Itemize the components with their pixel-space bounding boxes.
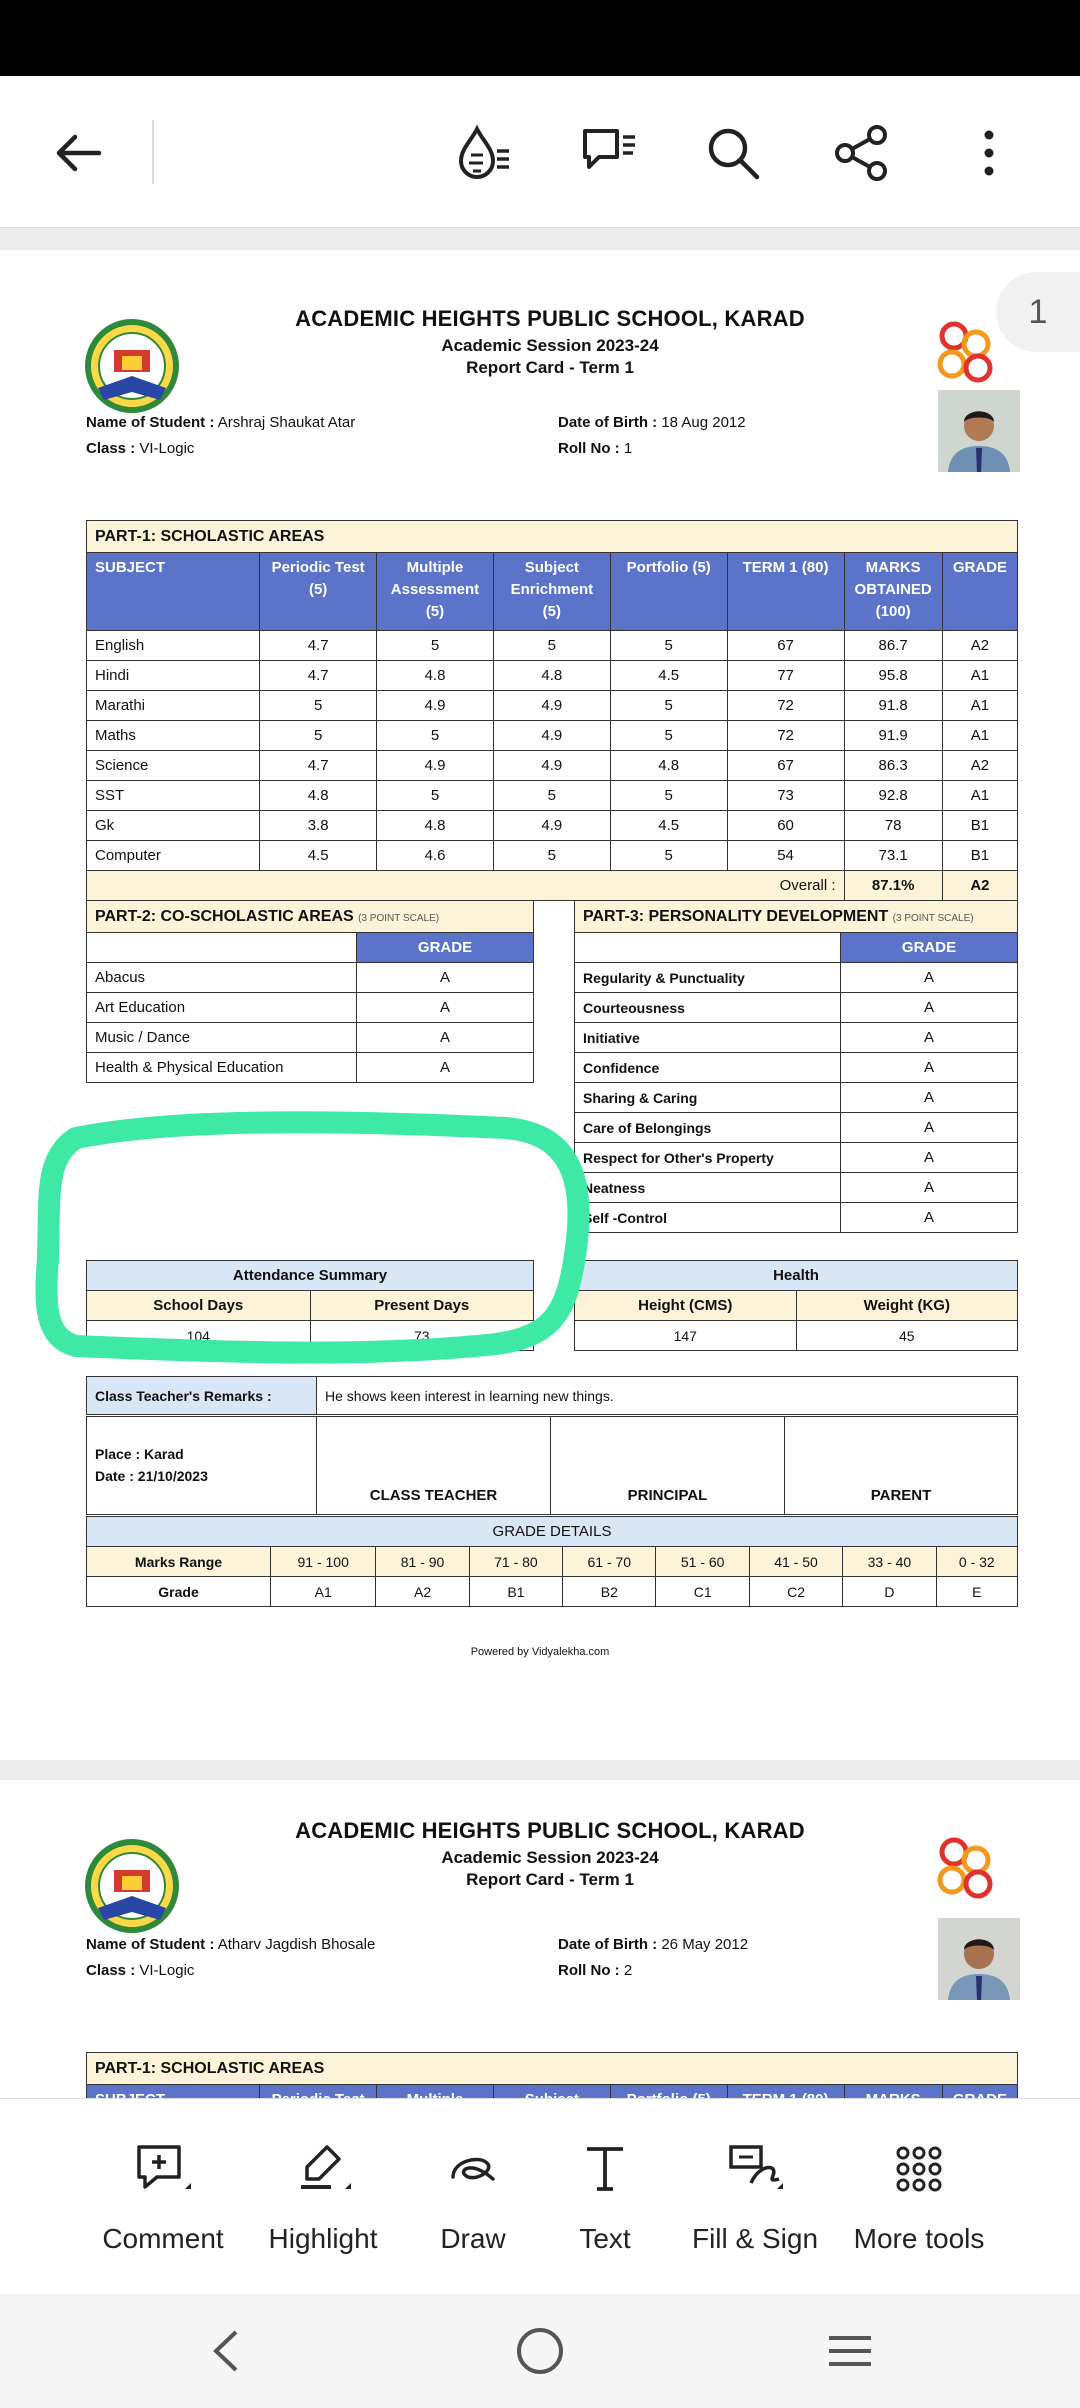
- vidyalekha-logo-2: [930, 1830, 1002, 1902]
- more-tools-label: More tools: [853, 2223, 985, 2254]
- system-nav-bar: [0, 2294, 1080, 2408]
- student-info-right-2: [558, 1932, 748, 1984]
- student-roll: 1: [623, 440, 633, 457]
- grid-dots-icon: [889, 2139, 949, 2199]
- subject-cell: 5: [377, 781, 494, 811]
- home-circle-icon: [513, 2324, 567, 2378]
- student-info-right: [558, 410, 746, 462]
- personality-scale: (3 POINT SCALE): [892, 912, 974, 924]
- marks-range: 33 - 40: [843, 1547, 936, 1577]
- search-icon: [703, 123, 763, 183]
- school-name-2: ACADEMIC HEIGHTS PUBLIC SCHOOL, KARAD: [295, 1818, 805, 1843]
- report-term-2: Report Card - Term 1: [466, 1870, 634, 1889]
- scholastic-title: PART-1: SCHOLASTIC AREAS: [87, 521, 1018, 553]
- report-header: [200, 306, 900, 378]
- co-grade-header: GRADE: [357, 933, 534, 963]
- subject-cell: 5: [610, 781, 727, 811]
- subject-name: English: [87, 631, 260, 661]
- report-header-2: [200, 1818, 900, 1890]
- subject-cell: 95.8: [844, 661, 942, 691]
- marks-range: 51 - 60: [656, 1547, 749, 1577]
- grade-item-row: [87, 1053, 534, 1083]
- grade-item-row: [575, 1053, 1018, 1083]
- grade-item-row: [575, 1203, 1018, 1233]
- subject-row: [87, 781, 1018, 811]
- personality-trait: Confidence: [575, 1053, 841, 1083]
- grade-letter: C2: [749, 1577, 842, 1607]
- marks-range-label: Marks Range: [87, 1547, 271, 1577]
- grade-label: Grade: [87, 1577, 271, 1607]
- pdf-viewer[interactable]: [0, 228, 1080, 2098]
- grade-row: [87, 1577, 1018, 1607]
- subject-cell: A1: [942, 661, 1017, 691]
- draw-tool-label: Draw: [440, 2223, 506, 2254]
- col-subject: SUBJECT: [87, 553, 260, 631]
- pdf-page-1: [0, 250, 1080, 1760]
- subject-cell: 5: [610, 631, 727, 661]
- student-photo-2: [938, 1918, 1020, 2000]
- grade-item-row: [87, 1023, 534, 1053]
- scholastic-title-2: PART-1: SCHOLASTIC AREAS: [87, 2053, 1018, 2085]
- student-avatar-icon: [938, 390, 1020, 472]
- co-scholastic-area: Abacus: [87, 963, 357, 993]
- subject-name: Gk: [87, 811, 260, 841]
- subject-name: Marathi: [87, 691, 260, 721]
- marks-range: 0 - 32: [936, 1547, 1017, 1577]
- sign-principal: PRINCIPAL: [551, 1417, 785, 1515]
- subject-cell: 4.9: [493, 691, 610, 721]
- comments-list-button[interactable]: [574, 118, 644, 188]
- student-name: Arshraj Shaukat Atar: [217, 414, 356, 431]
- vidyalekha-logo: [930, 314, 1002, 386]
- remarks-label: Class Teacher's Remarks :: [87, 1377, 317, 1415]
- grade-letter: E: [936, 1577, 1017, 1607]
- grade-value: A: [357, 993, 534, 1023]
- subject-cell: 86.7: [844, 631, 942, 661]
- student-name-2: Atharv Jagdish Bhosale: [217, 1936, 376, 1953]
- subject-cell: 4.5: [610, 661, 727, 691]
- grade-value: A: [841, 1053, 1018, 1083]
- subject-cell: A1: [942, 691, 1017, 721]
- subject-cell: 60: [727, 811, 844, 841]
- col-multiple-assessment: Multiple Assessment (5): [377, 553, 494, 631]
- scholastic-header-row: [87, 553, 1018, 631]
- grade-details-table: [86, 1516, 1018, 1607]
- subject-cell: A2: [942, 751, 1017, 781]
- personality-trait: Regularity & Punctuality: [575, 963, 841, 993]
- subject-cell: A1: [942, 721, 1017, 751]
- grade-item-row: [575, 1083, 1018, 1113]
- weight-label: Weight (KG): [796, 1291, 1018, 1321]
- date: Date : 21/10/2023: [95, 1468, 208, 1484]
- subject-row: [87, 811, 1018, 841]
- grade-value: A: [841, 1203, 1018, 1233]
- grade-value: A: [357, 1023, 534, 1053]
- subject-cell: 67: [727, 631, 844, 661]
- personality-trait: Care of Belongings: [575, 1113, 841, 1143]
- marks-range-row: [87, 1547, 1018, 1577]
- co-scholastic-scale: (3 POINT SCALE): [358, 912, 440, 924]
- subject-cell: 67: [727, 751, 844, 781]
- status-bar: [0, 0, 1080, 76]
- co-scholastic-area: Health & Physical Education: [87, 1053, 357, 1083]
- subject-name: Computer: [87, 841, 260, 871]
- flower-logo-icon: [930, 1830, 1002, 1902]
- subject-cell: 86.3: [844, 751, 942, 781]
- grade-item-row: [575, 1143, 1018, 1173]
- grade-details-title: GRADE DETAILS: [87, 1517, 1018, 1547]
- subject-cell: 4.8: [493, 661, 610, 691]
- grade-letter: B2: [563, 1577, 656, 1607]
- subject-cell: 5: [260, 721, 377, 751]
- col-periodic-test: Periodic Test (5): [260, 553, 377, 631]
- pd-grade-header: GRADE: [841, 933, 1018, 963]
- subject-name: Maths: [87, 721, 260, 751]
- attendance-title: Attendance Summary: [87, 1261, 534, 1291]
- grade-letter: C1: [656, 1577, 749, 1607]
- school-crest-icon: [84, 1838, 180, 1934]
- overall-label: Overall :: [87, 871, 845, 901]
- grade-value: A: [841, 1173, 1018, 1203]
- personality-trait: Neatness: [575, 1173, 841, 1203]
- co-scholastic-table: [86, 900, 534, 1083]
- grade-item-row: [87, 963, 534, 993]
- subject-cell: 4.9: [377, 691, 494, 721]
- present-days-value: 73: [310, 1321, 534, 1351]
- student-roll-2: 2: [623, 1962, 633, 1979]
- nav-recents-button[interactable]: [810, 2316, 890, 2386]
- personality-trait: Respect for Other's Property: [575, 1143, 841, 1173]
- text-tool[interactable]: [520, 2139, 690, 2269]
- subject-row: [87, 841, 1018, 871]
- class-label: Class :: [86, 440, 136, 457]
- subject-row: [87, 691, 1018, 721]
- subject-name: SST: [87, 781, 260, 811]
- marks-range: 71 - 80: [469, 1547, 562, 1577]
- subject-cell: 4.6: [377, 841, 494, 871]
- student-dob-2: 26 May 2012: [661, 1936, 749, 1953]
- roll-label: Roll No :: [558, 440, 620, 457]
- subject-row: [87, 721, 1018, 751]
- subject-cell: 4.8: [610, 751, 727, 781]
- school-logo: [84, 318, 180, 414]
- co-scholastic-area: Art Education: [87, 993, 357, 1023]
- overflow-menu-button[interactable]: [954, 118, 1024, 188]
- scholastic-table: [86, 520, 1018, 901]
- subject-cell: B1: [942, 811, 1017, 841]
- share-icon: [831, 123, 891, 183]
- text-tool-label: Text: [579, 2223, 631, 2254]
- tools-bar: [0, 2098, 1080, 2294]
- subject-cell: 77: [727, 661, 844, 691]
- subject-cell: 4.9: [493, 751, 610, 781]
- subject-cell: 54: [727, 841, 844, 871]
- subject-row: [87, 631, 1018, 661]
- personality-trait: Courteousness: [575, 993, 841, 1023]
- student-info-left: [86, 410, 355, 462]
- marks-range: 91 - 100: [271, 1547, 376, 1577]
- marks-range: 81 - 90: [376, 1547, 469, 1577]
- student-dob: 18 Aug 2012: [661, 414, 746, 431]
- subject-cell: 72: [727, 691, 844, 721]
- grade-value: A: [841, 1143, 1018, 1173]
- school-days-value: 104: [87, 1321, 311, 1351]
- personality-trait: Initiative: [575, 1023, 841, 1053]
- subject-cell: 5: [610, 721, 727, 751]
- subject-cell: 3.8: [260, 811, 377, 841]
- report-term: Report Card - Term 1: [466, 358, 634, 377]
- subject-cell: 78: [844, 811, 942, 841]
- subject-cell: 91.9: [844, 721, 942, 751]
- subject-cell: 4.9: [377, 751, 494, 781]
- subject-cell: 92.8: [844, 781, 942, 811]
- comment-tool-label: Comment: [102, 2223, 224, 2254]
- subject-cell: 4.8: [260, 781, 377, 811]
- subject-cell: 4.5: [610, 811, 727, 841]
- grade-letter: D: [843, 1577, 936, 1607]
- name-label: Name of Student :: [86, 414, 215, 431]
- col-portfolio: Portfolio (5): [610, 553, 727, 631]
- search-button[interactable]: [698, 118, 768, 188]
- comment-add-icon: [133, 2139, 193, 2199]
- grade-value: A: [357, 1053, 534, 1083]
- place: Place : Karad: [95, 1446, 184, 1462]
- subject-cell: 4.9: [493, 721, 610, 751]
- text-icon: [575, 2139, 635, 2199]
- flower-logo-icon: [930, 314, 1002, 386]
- dob-label-2: Date of Birth :: [558, 1936, 658, 1953]
- arrow-left-icon: [49, 125, 105, 181]
- liquid-mode-icon: [453, 123, 513, 183]
- subject-cell: 5: [493, 781, 610, 811]
- subject-cell: B1: [942, 841, 1017, 871]
- grade-letter: A2: [376, 1577, 469, 1607]
- recents-icon: [823, 2324, 877, 2378]
- roll-label-2: Roll No :: [558, 1962, 620, 1979]
- subject-name: Science: [87, 751, 260, 781]
- present-days-label: Present Days: [310, 1291, 534, 1321]
- grade-value: A: [841, 993, 1018, 1023]
- sign-parent: PARENT: [785, 1417, 1018, 1515]
- grade-item-row: [575, 1113, 1018, 1143]
- grade-value: A: [841, 1113, 1018, 1143]
- student-class-2: VI-Logic: [139, 1962, 195, 1979]
- grade-item-row: [87, 993, 534, 1023]
- subject-cell: 91.8: [844, 691, 942, 721]
- co-scholastic-title: [87, 901, 534, 933]
- subject-cell: 5: [493, 841, 610, 871]
- page-number-badge: 1: [996, 272, 1080, 352]
- grade-item-row: [575, 1023, 1018, 1053]
- remarks-table: [86, 1376, 1018, 1415]
- share-button[interactable]: [826, 118, 896, 188]
- grade-item-row: [575, 1173, 1018, 1203]
- comment-tool[interactable]: [78, 2139, 248, 2269]
- subject-cell: 73: [727, 781, 844, 811]
- remarks-text: He shows keen interest in learning new things.: [317, 1377, 1018, 1415]
- student-photo: [938, 390, 1020, 472]
- subject-cell: A2: [942, 631, 1017, 661]
- personality-trait: Sharing & Caring: [575, 1083, 841, 1113]
- subject-cell: 5: [260, 691, 377, 721]
- place-date: [87, 1417, 317, 1515]
- subject-cell: 4.7: [260, 661, 377, 691]
- liquid-mode-button[interactable]: [448, 118, 518, 188]
- grade-letter: B1: [469, 1577, 562, 1607]
- fill-sign-tool[interactable]: [670, 2139, 840, 2269]
- col-grade: GRADE: [942, 553, 1017, 631]
- col-subject-enrichment: Subject Enrichment (5): [493, 553, 610, 631]
- school-name: ACADEMIC HEIGHTS PUBLIC SCHOOL, KARAD: [295, 306, 805, 331]
- health-title: Health: [575, 1261, 1018, 1291]
- subject-cell: 5: [377, 631, 494, 661]
- student-avatar-icon: [938, 1918, 1020, 2000]
- grade-value: A: [841, 963, 1018, 993]
- subject-row: [87, 661, 1018, 691]
- personality-trait: Self -Control: [575, 1203, 841, 1233]
- signature-table: [86, 1416, 1018, 1515]
- nav-home-button[interactable]: [500, 2316, 580, 2386]
- fill-sign-icon: [725, 2139, 785, 2199]
- school-crest-icon: [84, 318, 180, 414]
- highlight-tool-label: Highlight: [268, 2223, 378, 2254]
- co-scholastic-title-text: PART-2: CO-SCHOLASTIC AREAS: [95, 907, 354, 925]
- height-value: 147: [575, 1321, 797, 1351]
- grade-item-row: [575, 963, 1018, 993]
- highlight-tool[interactable]: [238, 2139, 408, 2269]
- powered-by: Powered by Vidyalekha.com: [470, 1646, 610, 1658]
- attendance-table: [86, 1260, 534, 1351]
- marks-range: 41 - 50: [749, 1547, 842, 1577]
- personality-table: [574, 900, 1018, 1233]
- co-scholastic-area: Music / Dance: [87, 1023, 357, 1053]
- subject-cell: 72: [727, 721, 844, 751]
- subject-cell: A1: [942, 781, 1017, 811]
- col-marks-obtained: MARKS OBTAINED (100): [844, 553, 942, 631]
- personality-title-text: PART-3: PERSONALITY DEVELOPMENT: [583, 907, 889, 925]
- subject-cell: 5: [493, 631, 610, 661]
- academic-session-2: Academic Session 2023-24: [441, 1848, 659, 1867]
- nav-back-button[interactable]: [186, 2316, 266, 2386]
- subject-cell: 73.1: [844, 841, 942, 871]
- overall-row: [87, 871, 1018, 901]
- pd-blank-header: [575, 933, 841, 963]
- grade-letter: A1: [271, 1577, 376, 1607]
- subject-row: [87, 751, 1018, 781]
- subject-cell: 5: [377, 721, 494, 751]
- subject-name: Hindi: [87, 661, 260, 691]
- sign-class-teacher: CLASS TEACHER: [317, 1417, 551, 1515]
- overall-marks: 87.1%: [844, 871, 942, 901]
- grade-value: A: [841, 1083, 1018, 1113]
- subject-cell: 4.5: [260, 841, 377, 871]
- co-blank-header: [87, 933, 357, 963]
- student-info-left-2: [86, 1932, 375, 1984]
- chevron-left-icon: [206, 2326, 246, 2376]
- height-label: Height (CMS): [575, 1291, 797, 1321]
- app-top-bar: [0, 76, 1080, 228]
- subject-cell: 4.7: [260, 631, 377, 661]
- highlighter-icon: [293, 2139, 353, 2199]
- overall-grade: A2: [942, 871, 1017, 901]
- school-logo-2: [84, 1838, 180, 1934]
- subject-cell: 4.8: [377, 661, 494, 691]
- class-label-2: Class :: [86, 1962, 136, 1979]
- dob-label: Date of Birth :: [558, 414, 658, 431]
- subject-cell: 5: [610, 841, 727, 871]
- health-table: [574, 1260, 1018, 1351]
- subject-cell: 4.9: [493, 811, 610, 841]
- fill-sign-tool-label: Fill & Sign: [691, 2223, 819, 2254]
- school-days-label: School Days: [87, 1291, 311, 1321]
- subject-cell: 4.8: [377, 811, 494, 841]
- col-term1: TERM 1 (80): [727, 553, 844, 631]
- toolbar-divider: [152, 120, 154, 184]
- comment-list-icon: [579, 123, 639, 183]
- subject-cell: 5: [610, 691, 727, 721]
- academic-session: Academic Session 2023-24: [441, 336, 659, 355]
- subject-cell: 4.7: [260, 751, 377, 781]
- grade-value: A: [357, 963, 534, 993]
- grade-value: A: [841, 1023, 1018, 1053]
- student-class: VI-Logic: [139, 440, 195, 457]
- back-button[interactable]: [42, 118, 112, 188]
- weight-value: 45: [796, 1321, 1018, 1351]
- personality-title: [575, 901, 1018, 933]
- grade-item-row: [575, 993, 1018, 1023]
- more-tools[interactable]: [834, 2139, 1004, 2269]
- name-label-2: Name of Student :: [86, 1936, 215, 1953]
- marks-range: 61 - 70: [563, 1547, 656, 1577]
- draw-icon: [443, 2139, 503, 2199]
- more-vertical-icon: [959, 123, 1019, 183]
